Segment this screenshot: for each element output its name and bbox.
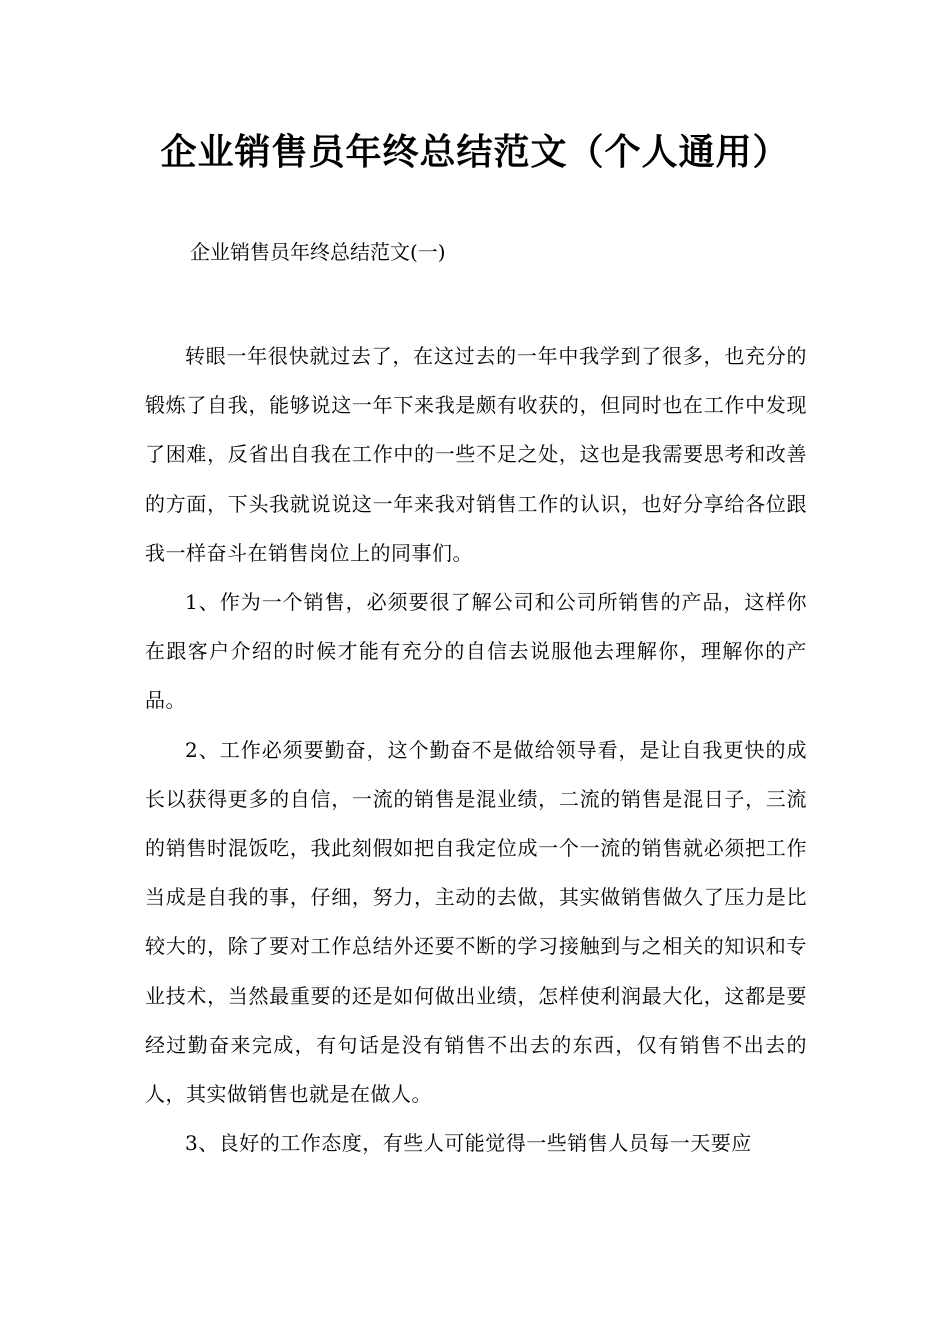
document-body bbox=[145, 332, 807, 1168]
paragraph-point-1: 1、作为一个销售，必须要很了解公司和公司所销售的产品，这样你在跟客户介绍的时候才能有充分的自信去说服他去理解你，理解你的产品。 bbox=[145, 590, 807, 713]
paragraph-intro: 转眼一年很快就过去了，在这过去的一年中我学到了很多，也充分的锻炼了自我，能够说这一年下来我是颇有收获的，但同时也在工作中发现了困难，反省出自我在工作中的一些不足之处，这也是我需要思考和改善的方面，下头我就说说这一年来我对销售工作的认识，也好分享给各位跟我一样奋斗在销售岗位上的同事们。 bbox=[145, 344, 807, 565]
document-title: 企业销售员年终总结范文（个人通用） bbox=[160, 132, 790, 173]
paragraph-point-2: 2、工作必须要勤奋，这个勤奋不是做给领导看，是让自我更快的成长以获得更多的自信，一流的销售是混业绩，二流的销售是混日子，三流的销售时混饭吃，我此刻假如把自我定位成一个一流的销售就必须把工作当成是自我的事，仔细，努力，主动的去做，其实做销售做久了压力是比较大的，除了要对工作总结外还要不断的学习接触到与之相关的知识和专业技术，当然最重要的还是如何做出业绩，怎样使利润最大化，这都是要经过勤奋来完成，有句话是没有销售不出去的东西，仅有销售不出去的人，其实做销售也就是在做人。 bbox=[145, 737, 807, 1107]
document-subtitle: 企业销售员年终总结范文(一) bbox=[190, 240, 446, 264]
paragraph-point-3: 3、良好的工作态度，有些人可能觉得一些销售人员每一天要应 bbox=[185, 1131, 752, 1156]
